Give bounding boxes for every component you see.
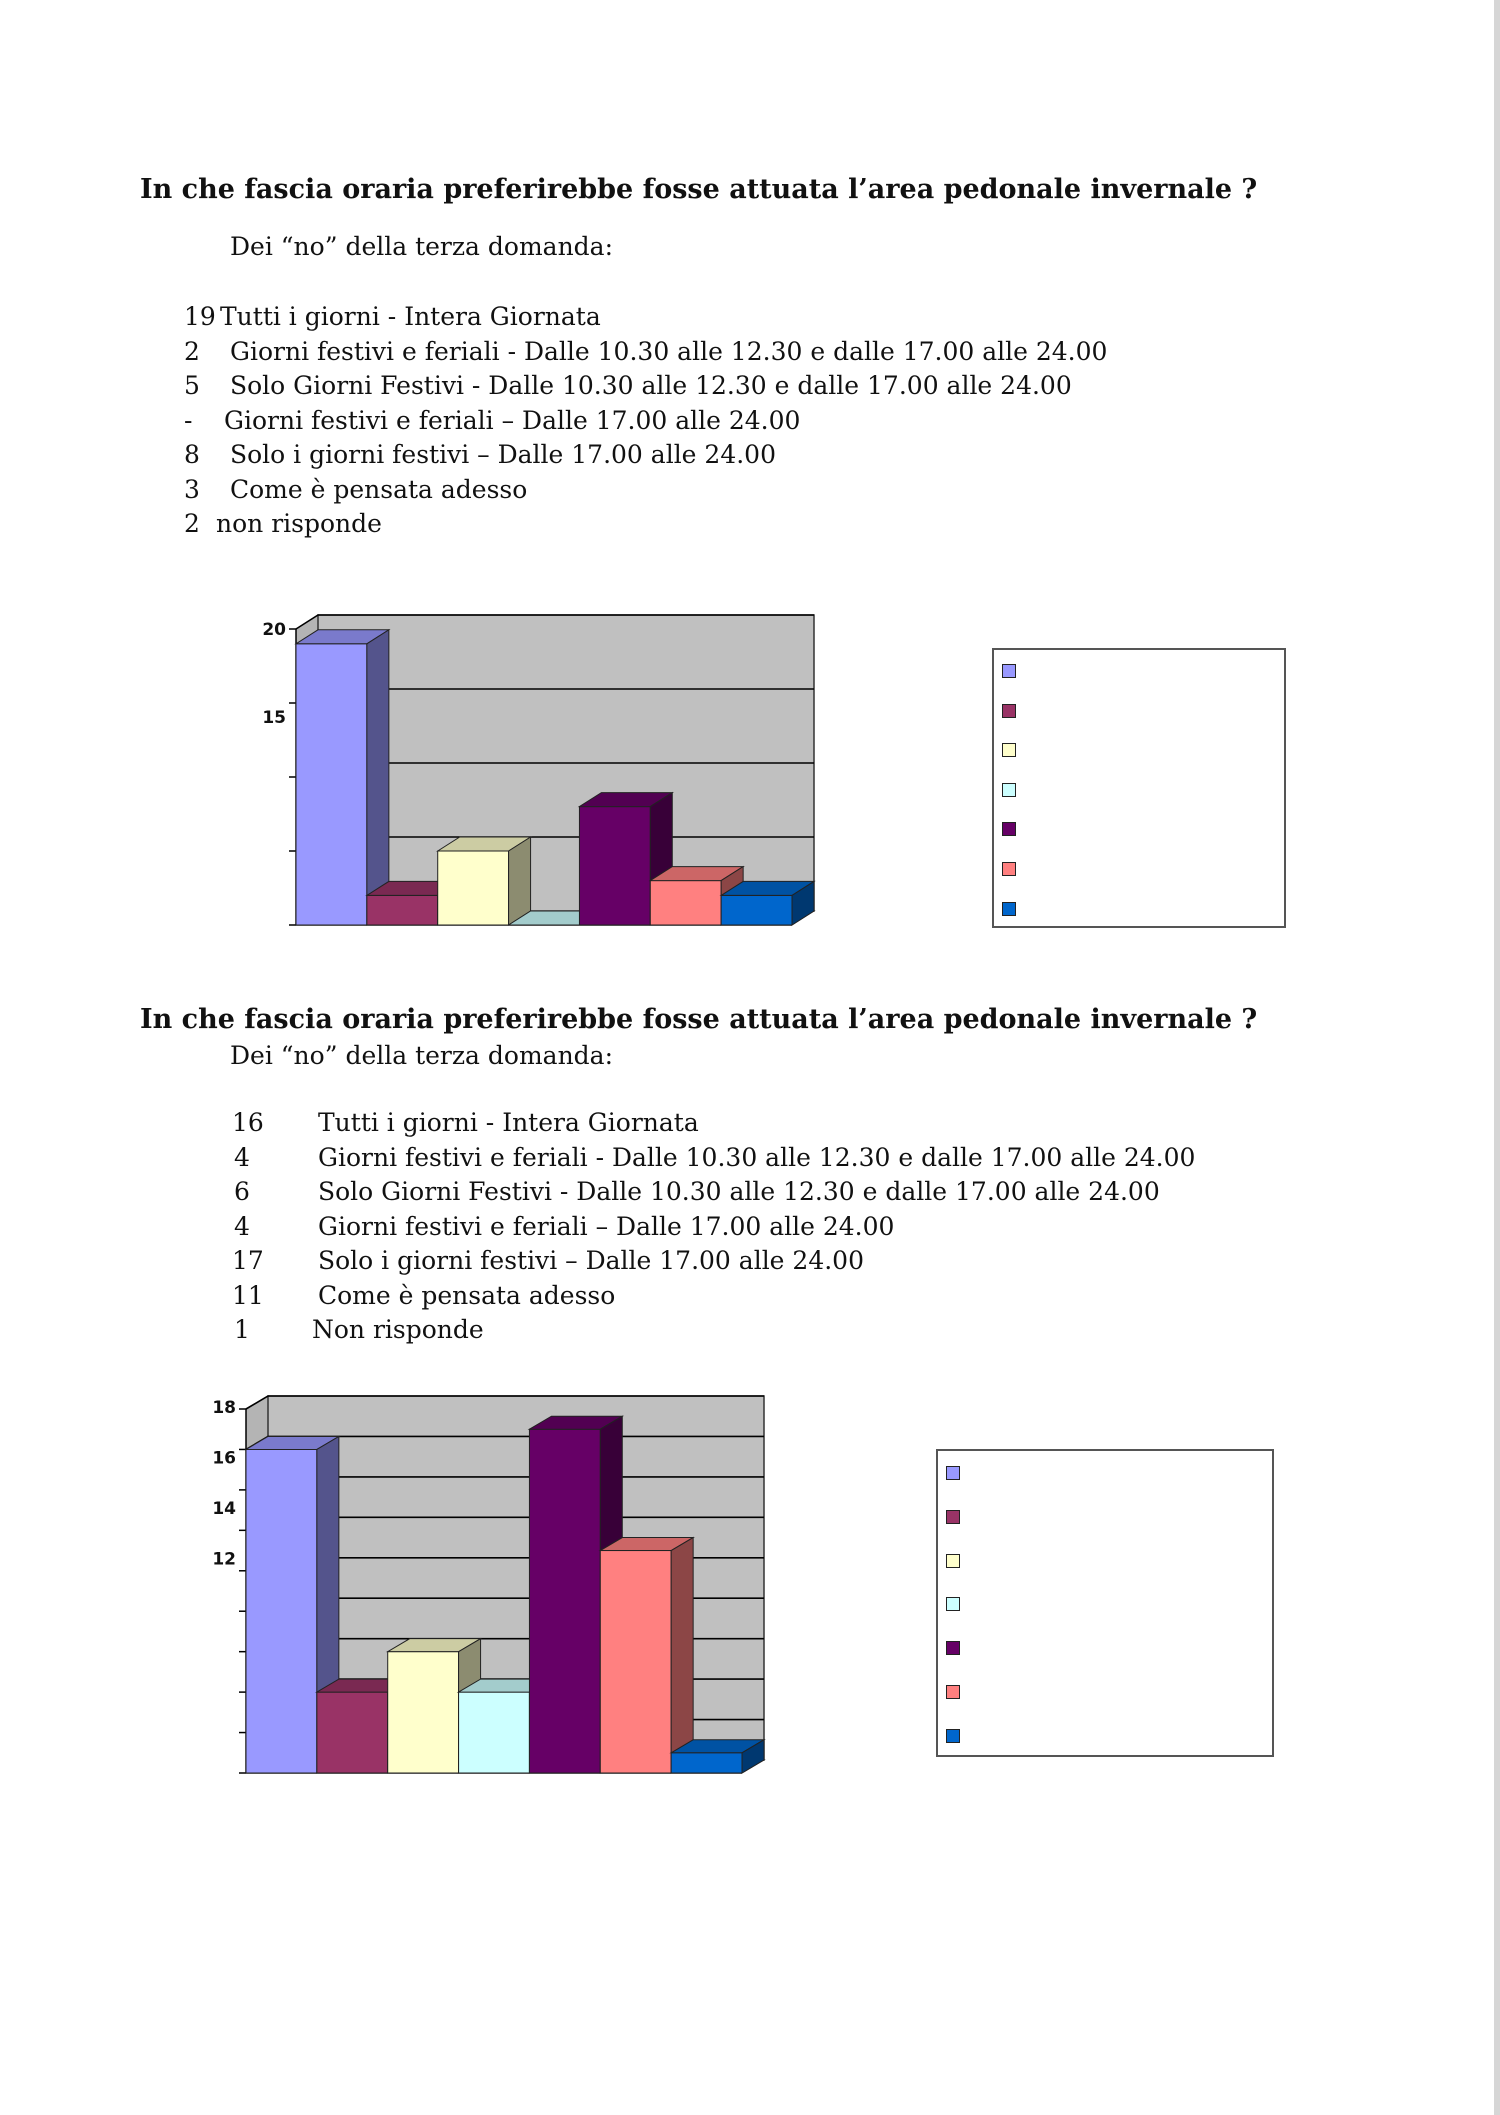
answer-count: 2 — [184, 509, 200, 538]
answer-text: Tutti i giorni - Intera Giornata — [220, 302, 601, 331]
list-item — [232, 1210, 1332, 1245]
question-subtitle-1: Dei “no” della terza domanda: — [230, 232, 613, 261]
legend-swatch — [946, 1729, 960, 1743]
answer-text: Non risponde — [312, 1315, 484, 1344]
legend-swatch — [1002, 743, 1016, 757]
legend-swatch — [1002, 664, 1016, 678]
answer-text: non risponde — [216, 509, 382, 538]
question-subtitle-2: Dei “no” della terza domanda: — [230, 1041, 613, 1070]
list-item — [184, 404, 1184, 439]
list-item — [232, 1313, 1332, 1348]
answer-count: 19 — [184, 302, 216, 331]
answer-text: Solo i giorni festivi – Dalle 17.00 alle 24.00 — [230, 440, 776, 469]
list-item — [232, 1106, 1332, 1141]
legend-swatch — [1002, 783, 1016, 797]
answer-text: Solo Giorni Festivi - Dalle 10.30 alle 12.30 e dalle 17.00 alle 24.00 — [318, 1177, 1160, 1206]
legend-swatch — [1002, 822, 1016, 836]
y-tick-label: 18 — [212, 1398, 236, 1418]
legend-swatch — [1002, 862, 1016, 876]
y-tick-label: 15 — [262, 708, 286, 728]
answer-text: Giorni festivi e feriali - Dalle 10.30 alle 12.30 e dalle 17.00 alle 24.00 — [318, 1142, 1196, 1172]
answer-list-2 — [232, 1106, 1332, 1348]
answer-count: 8 — [184, 440, 200, 469]
y-tick-label: 12 — [212, 1549, 236, 1570]
y-tick-label: 20 — [262, 620, 286, 640]
answer-count: 5 — [184, 371, 200, 400]
legend-swatch — [1002, 704, 1016, 718]
question-title-1: In che fascia oraria preferirebbe fosse attuata l’area pedonale invernale ? — [140, 174, 1258, 205]
answer-count: 4 — [234, 1211, 250, 1241]
legend-swatch — [946, 1641, 960, 1655]
answer-count: 1 — [234, 1315, 250, 1344]
chart-bar-3 — [438, 837, 531, 925]
chart-bar-7 — [721, 881, 814, 925]
bar-chart-1 — [240, 600, 940, 945]
list-item — [184, 369, 1184, 404]
chart-bar-7 — [671, 1740, 764, 1773]
answer-count: - — [184, 405, 193, 435]
answer-count: 2 — [184, 336, 200, 366]
answer-count: 3 — [184, 474, 200, 504]
list-item — [184, 300, 1184, 335]
answer-count: 16 — [232, 1108, 264, 1137]
answer-text: Solo Giorni Festivi - Dalle 10.30 alle 12.30 e dalle 17.00 alle 24.00 — [230, 371, 1072, 400]
list-item — [232, 1141, 1332, 1176]
list-item — [232, 1175, 1332, 1210]
y-tick-label: 14 — [212, 1498, 236, 1519]
answer-count: 11 — [232, 1280, 264, 1310]
list-item — [184, 335, 1184, 370]
answer-count: 6 — [234, 1177, 250, 1206]
answer-text: Giorni festivi e feriali – Dalle 17.00 alle 24.00 — [224, 405, 801, 435]
legend-swatch — [1002, 902, 1016, 916]
list-item — [184, 507, 1184, 542]
answer-text: Come è pensata adesso — [230, 474, 528, 504]
y-tick-label: 16 — [212, 1448, 236, 1469]
answer-text: Tutti i giorni - Intera Giornata — [318, 1108, 699, 1137]
list-item — [184, 473, 1184, 508]
bar-chart-2 — [190, 1375, 890, 1785]
list-item — [184, 438, 1184, 473]
chart-bar-1 — [296, 630, 389, 925]
answer-text: Giorni festivi e feriali – Dalle 17.00 alle 24.00 — [318, 1211, 895, 1241]
chart-bar-6 — [600, 1538, 693, 1773]
answer-text: Come è pensata adesso — [318, 1280, 616, 1310]
answer-count: 4 — [234, 1142, 250, 1172]
answer-list-1 — [184, 300, 1184, 542]
legend-swatch — [946, 1554, 960, 1568]
chart-legend-2 — [936, 1449, 1274, 1757]
answer-count: 17 — [232, 1246, 264, 1275]
legend-swatch — [946, 1597, 960, 1611]
page-edge — [1494, 0, 1500, 2115]
list-item — [232, 1279, 1332, 1314]
question-title-2: In che fascia oraria preferirebbe fosse attuata l’area pedonale invernale ? — [140, 1004, 1258, 1035]
legend-swatch — [946, 1466, 960, 1480]
legend-swatch — [946, 1510, 960, 1524]
chart-legend-1 — [992, 648, 1286, 928]
list-item — [232, 1244, 1332, 1279]
answer-text: Solo i giorni festivi – Dalle 17.00 alle 24.00 — [318, 1246, 864, 1275]
answer-text: Giorni festivi e feriali - Dalle 10.30 alle 12.30 e dalle 17.00 alle 24.00 — [230, 336, 1108, 366]
legend-swatch — [946, 1685, 960, 1699]
